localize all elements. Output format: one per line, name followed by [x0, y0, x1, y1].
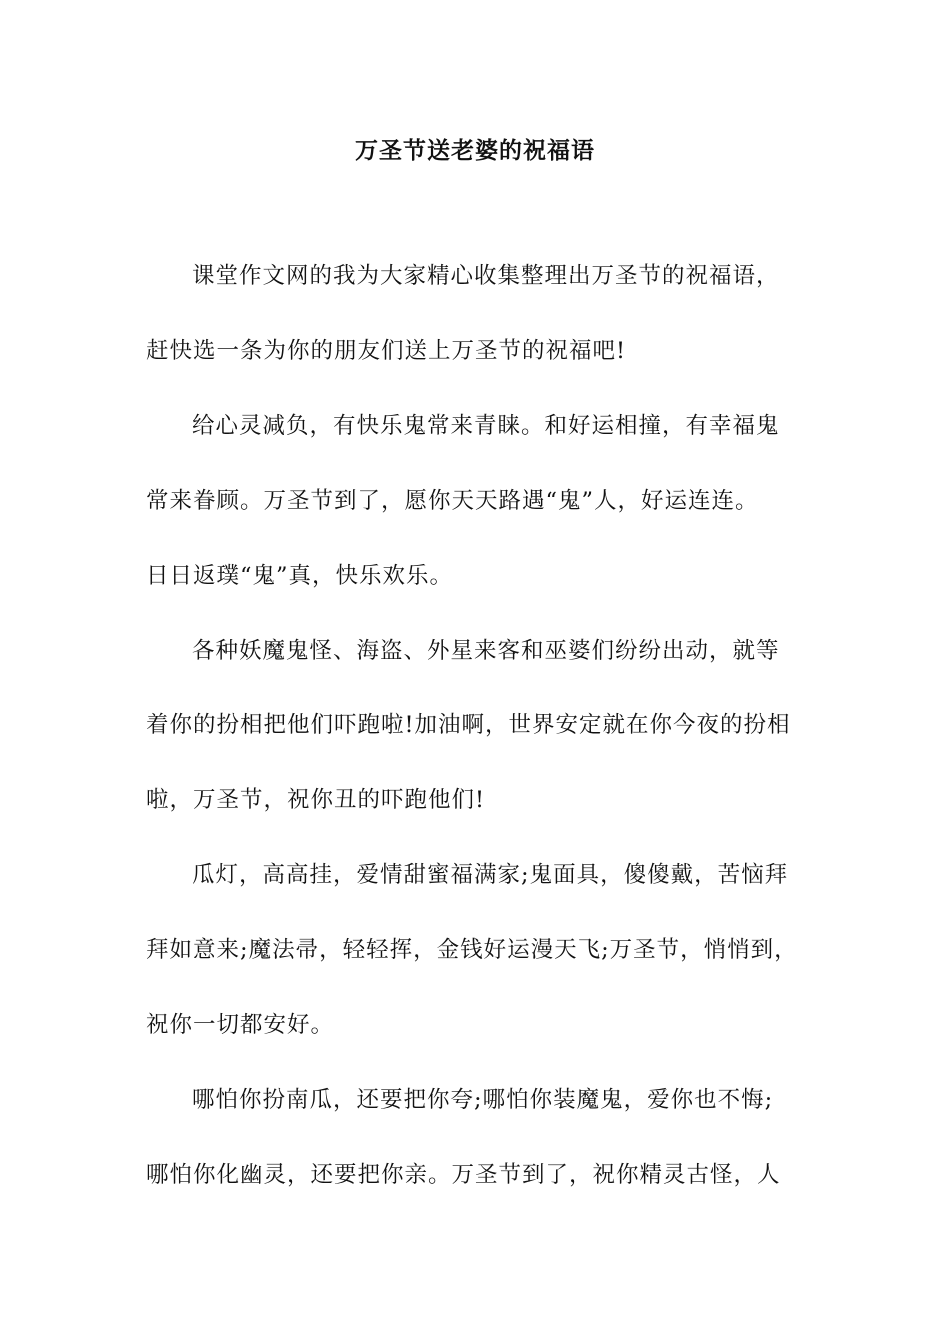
text-line: 赶快选一条为你的朋友们送上万圣节的祝福吧!: [146, 338, 627, 364]
text-line: 拜如意来;魔法帚，轻轻挥，金钱好运漫天飞;万圣节，悄悄到，: [146, 937, 798, 963]
text-line: 着你的扮相把他们吓跑啦!加油啊，世界安定就在你今夜的扮相: [146, 712, 791, 738]
text-line: 哪怕你化幽灵，还要把你亲。万圣节到了，祝你精灵古怪，人: [146, 1162, 781, 1188]
text-line: 瓜灯，高高挂，爱情甜蜜福满家;鬼面具，傻傻戴，苦恼拜: [192, 862, 789, 888]
text-line: 哪怕你扮南瓜，还要把你夸;哪怕你装魔鬼，爱你也不悔;: [192, 1087, 774, 1113]
text-line: 给心灵减负，有快乐鬼常来青睐。和好运相撞，有幸福鬼: [192, 413, 780, 439]
text-line: 祝你一切都安好。: [146, 1012, 335, 1038]
text-line: 常来眷顾。万圣节到了，愿你天天路遇“鬼”人，好运连连。: [146, 488, 759, 514]
document-title: 万圣节送老婆的祝福语: [355, 137, 595, 164]
text-line: 日日返璞“鬼”真，快乐欢乐。: [146, 563, 454, 589]
text-line: 课堂作文网的我为大家精心收集整理出万圣节的祝福语，: [192, 263, 780, 289]
text-line: 啦，万圣节，祝你丑的吓跑他们!: [146, 787, 486, 813]
text-line: 各种妖魔鬼怪、海盗、外星来客和巫婆们纷纷出动，就等: [192, 638, 780, 664]
